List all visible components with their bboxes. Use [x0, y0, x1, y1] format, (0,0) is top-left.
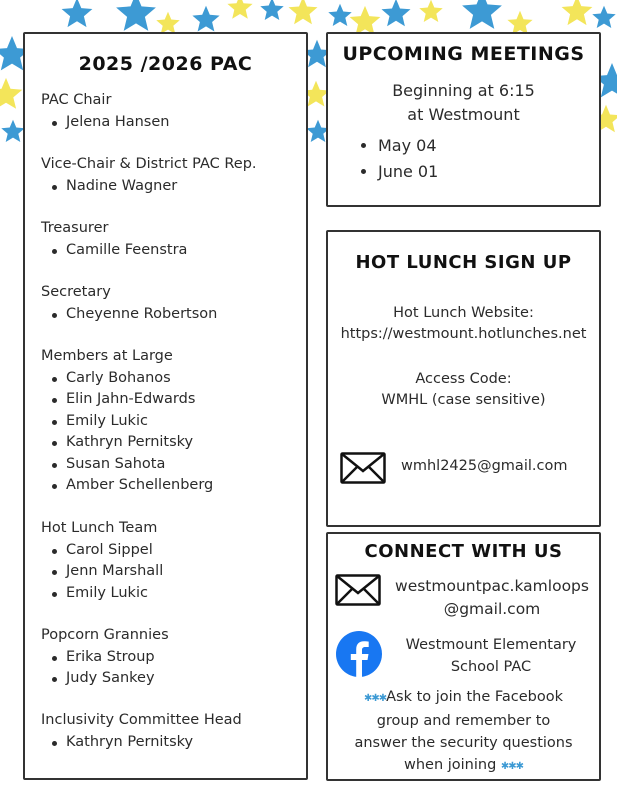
- facebook-icon[interactable]: [335, 630, 383, 678]
- note-line2: group and remember to: [376, 713, 551, 729]
- star-icon: [287, 0, 319, 28]
- role-group: [41, 90, 169, 133]
- member-name: Nadine Wagner: [66, 176, 257, 198]
- sparkle-icon: ✱✱✱: [363, 693, 387, 704]
- role-group: [41, 710, 242, 753]
- star-icon: [259, 0, 285, 23]
- role-heading: PAC Chair: [41, 92, 112, 108]
- star-icon: [114, 0, 158, 36]
- envelope-icon: [335, 574, 381, 606]
- connect-email-line1[interactable]: westmountpac.kamloops: [395, 577, 589, 595]
- hot-lunch-title: HOT LUNCH SIGN UP: [355, 252, 572, 273]
- member-name: Amber Schellenberg: [66, 475, 213, 497]
- star-icon: [560, 0, 594, 29]
- role-heading: Popcorn Grannies: [41, 627, 169, 643]
- star-icon: [191, 5, 221, 35]
- role-group: [41, 154, 257, 197]
- member-name: Jenn Marshall: [66, 561, 163, 583]
- star-icon: [418, 0, 444, 25]
- upcoming-meetings-panel: [326, 32, 601, 207]
- connect-email-line2[interactable]: @gmail.com: [443, 600, 541, 618]
- star-icon: [60, 0, 94, 31]
- member-name: Kathryn Pernitsky: [66, 432, 213, 454]
- member-name: Judy Sankey: [66, 668, 169, 690]
- meetings-location: at Westmount: [407, 105, 520, 124]
- role-group: [41, 218, 187, 261]
- star-icon: [0, 77, 24, 113]
- connect-title: CONNECT WITH US: [364, 541, 563, 562]
- role-heading: Secretary: [41, 284, 111, 300]
- access-code-label: Access Code:: [415, 371, 512, 387]
- meeting-date: • June 01: [378, 159, 599, 185]
- sparkle-icon: ✱✱✱: [500, 761, 524, 772]
- pac-title: 2025 /2026 PAC: [78, 53, 253, 75]
- hot-lunch-website-link[interactable]: https://westmount.hotlunches.net: [340, 326, 587, 342]
- member-name: Elin Jahn-Edwards: [66, 389, 213, 411]
- pac-members-panel: [23, 32, 308, 780]
- facebook-group-line2[interactable]: School PAC: [450, 659, 532, 675]
- note-line3: answer the security questions: [354, 735, 573, 751]
- facebook-group-line1[interactable]: Westmount Elementary: [405, 637, 577, 653]
- meetings-time: Beginning at 6:15: [392, 81, 535, 100]
- meeting-date: • May 04: [378, 133, 599, 159]
- member-name: Susan Sahota: [66, 454, 213, 476]
- hot-lunch-panel: [326, 230, 601, 527]
- role-group: [41, 625, 169, 690]
- hot-lunch-email[interactable]: wmhl2425@gmail.com: [401, 458, 568, 474]
- role-group: [41, 346, 213, 497]
- star-icon: [226, 0, 254, 22]
- star-icon: [380, 0, 412, 30]
- meetings-title: UPCOMING MEETINGS: [342, 43, 585, 65]
- member-name: Kathryn Pernitsky: [66, 732, 242, 754]
- member-name: Carly Bohanos: [66, 368, 213, 390]
- member-name: Erika Stroup: [66, 647, 169, 669]
- role-group: [41, 282, 217, 325]
- member-name: Jelena Hansen: [66, 112, 169, 134]
- access-code-value: WMHL (case sensitive): [381, 392, 546, 408]
- member-name: Emily Lukic: [66, 411, 213, 433]
- role-heading: Hot Lunch Team: [41, 520, 158, 536]
- note-line4: when joining: [403, 757, 497, 773]
- connect-panel: [326, 532, 601, 781]
- role-heading: Members at Large: [41, 348, 173, 364]
- star-icon: [460, 0, 504, 34]
- role-heading: Vice-Chair & District PAC Rep.: [41, 156, 257, 172]
- member-name: Carol Sippel: [66, 540, 163, 562]
- role-heading: Inclusivity Committee Head: [41, 712, 242, 728]
- envelope-icon: [340, 452, 386, 484]
- member-name: Emily Lukic: [66, 583, 163, 605]
- hot-lunch-website-label: Hot Lunch Website:: [393, 305, 534, 321]
- star-icon: [591, 5, 617, 31]
- role-group: [41, 518, 163, 604]
- member-name: Cheyenne Robertson: [66, 304, 217, 326]
- member-name: Camille Feenstra: [66, 240, 187, 262]
- note-line1: Ask to join the Facebook: [386, 689, 564, 705]
- role-heading: Treasurer: [41, 220, 109, 236]
